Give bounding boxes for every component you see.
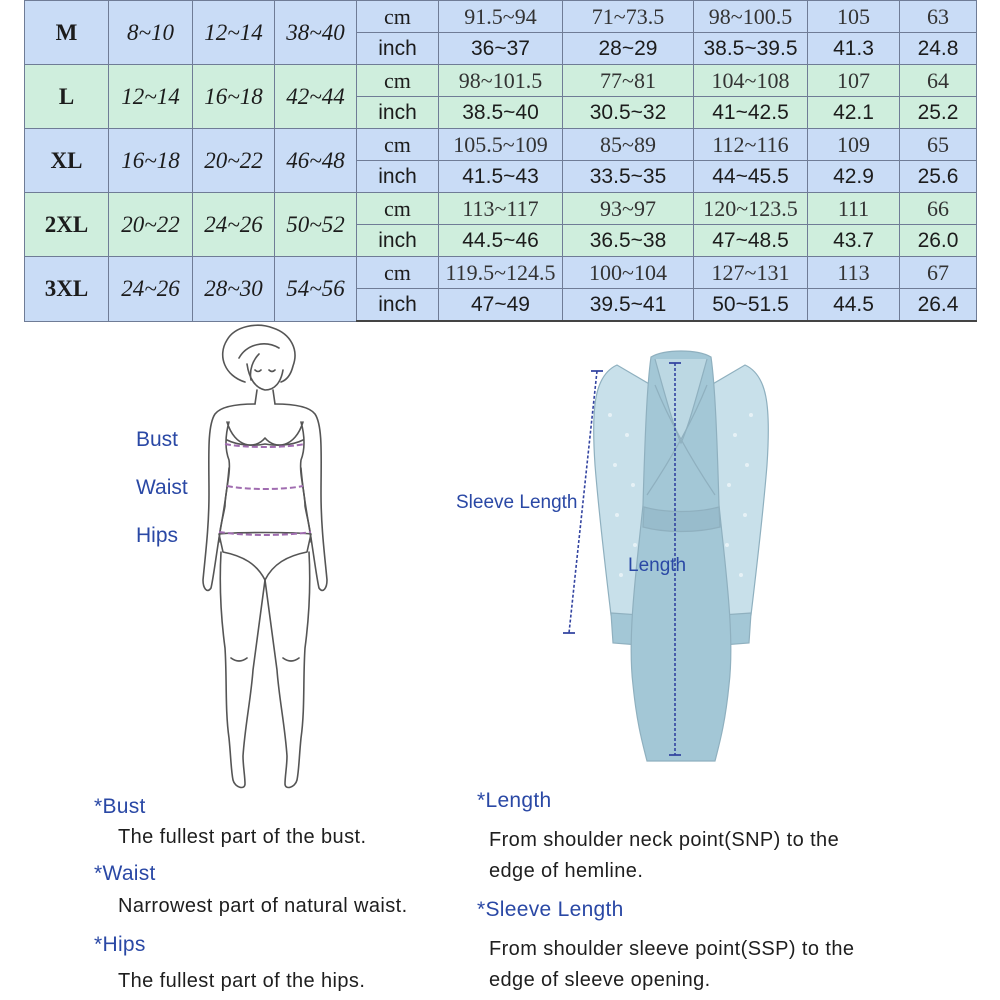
measurement-cell: 119.5~124.5 [439,257,563,289]
body-outline-figure [195,318,335,796]
measurement-cell: 41.5~43 [439,161,563,193]
waist-definition-text: Narrowest part of natural waist. [118,895,408,917]
unit-cell: inch [357,225,439,257]
hips-label: Hips [136,524,179,547]
measurement-cell: 111 [808,193,900,225]
size-range-cell: 24~26 [109,257,193,322]
measurement-cell: 43.7 [808,225,900,257]
measurement-cell: 25.6 [900,161,977,193]
unit-cell: cm [357,129,439,161]
measurement-cell: 85~89 [563,129,694,161]
measurement-cell: 64 [900,65,977,97]
measurement-cell: 127~131 [694,257,808,289]
measurement-cell: 33.5~35 [563,161,694,193]
measurement-cell: 42.9 [808,161,900,193]
measurement-cell: 104~108 [694,65,808,97]
waist-definition-title: *Waist [94,862,156,885]
length-definition-title: *Length [477,789,552,812]
sleeve-length-definition-text-1: From shoulder sleeve point(SSP) to the [489,938,855,960]
size-range-cell: 16~18 [109,129,193,193]
measurement-cell: 41.3 [808,33,900,65]
measurement-cell: 105 [808,1,900,33]
measurement-cell: 26.4 [900,289,977,322]
unit-cell: cm [357,193,439,225]
size-range-cell: 20~22 [109,193,193,257]
sleeve-length-label: Sleeve Length [456,492,578,513]
measurement-cell: 113 [808,257,900,289]
measurement-cell: 26.0 [900,225,977,257]
unit-cell: inch [357,97,439,129]
measurement-cell: 41~42.5 [694,97,808,129]
measurement-cell: 98~101.5 [439,65,563,97]
measurement-cell: 44~45.5 [694,161,808,193]
length-definition-text-1: From shoulder neck point(SNP) to the [489,829,840,851]
measurement-cell: 50~51.5 [694,289,808,322]
unit-cell: cm [357,65,439,97]
size-cell: XL [25,129,109,193]
table-row [25,65,977,97]
unit-cell: inch [357,161,439,193]
unit-cell: cm [357,1,439,33]
measurement-cell: 65 [900,129,977,161]
unit-cell: inch [357,289,439,322]
size-cell: 3XL [25,257,109,322]
size-range-cell: 50~52 [275,193,357,257]
measurement-cell: 93~97 [563,193,694,225]
measurement-cell: 107 [808,65,900,97]
bust-definition-title: *Bust [94,795,146,818]
measurement-cell: 47~48.5 [694,225,808,257]
hips-definition-title: *Hips [94,933,146,956]
hips-definition-text: The fullest part of the hips. [118,970,366,992]
measurement-cell: 105.5~109 [439,129,563,161]
size-cell: M [25,1,109,65]
measurement-cell: 24.8 [900,33,977,65]
waist-label: Waist [136,476,188,499]
measurement-cell: 98~100.5 [694,1,808,33]
bust-definition-text: The fullest part of the bust. [118,826,367,848]
table-row [25,257,977,289]
sleeve-length-definition-text-2: edge of sleeve opening. [489,969,711,991]
size-range-cell: 46~48 [275,129,357,193]
table-row [25,129,977,161]
measurement-cell: 112~116 [694,129,808,161]
length-definition-text-2: edge of hemline. [489,860,644,882]
measurement-cell: 39.5~41 [563,289,694,322]
size-range-cell: 28~30 [193,257,275,322]
measurement-cell: 71~73.5 [563,1,694,33]
measurement-cell: 67 [900,257,977,289]
size-range-cell: 24~26 [193,193,275,257]
sleeve-length-definition-title: *Sleeve Length [477,898,624,921]
measurement-cell: 91.5~94 [439,1,563,33]
measurement-cell: 63 [900,1,977,33]
measurement-cell: 42.1 [808,97,900,129]
size-range-cell: 54~56 [275,257,357,322]
measurement-cell: 28~29 [563,33,694,65]
measurement-cell: 30.5~32 [563,97,694,129]
measurement-cell: 113~117 [439,193,563,225]
size-range-cell: 42~44 [275,65,357,129]
measurement-cell: 38.5~40 [439,97,563,129]
table-row [25,1,977,33]
size-cell: 2XL [25,193,109,257]
measurement-cell: 47~49 [439,289,563,322]
measurement-cell: 77~81 [563,65,694,97]
size-chart-table [24,0,977,322]
size-range-cell: 12~14 [193,1,275,65]
size-range-cell: 12~14 [109,65,193,129]
length-label: Length [628,555,687,576]
bust-label: Bust [136,428,179,451]
measurement-cell: 109 [808,129,900,161]
measurement-cell: 36~37 [439,33,563,65]
measurement-cell: 100~104 [563,257,694,289]
unit-cell: inch [357,33,439,65]
measurement-cell: 25.2 [900,97,977,129]
size-range-cell: 20~22 [193,129,275,193]
unit-cell: cm [357,257,439,289]
size-range-cell: 38~40 [275,1,357,65]
size-range-cell: 8~10 [109,1,193,65]
size-cell: L [25,65,109,129]
measurement-cell: 44.5 [808,289,900,322]
measurement-cell: 38.5~39.5 [694,33,808,65]
measurement-cell: 36.5~38 [563,225,694,257]
table-row [25,193,977,225]
measurement-cell: 66 [900,193,977,225]
measurement-cell: 120~123.5 [694,193,808,225]
measurement-cell: 44.5~46 [439,225,563,257]
size-range-cell: 16~18 [193,65,275,129]
